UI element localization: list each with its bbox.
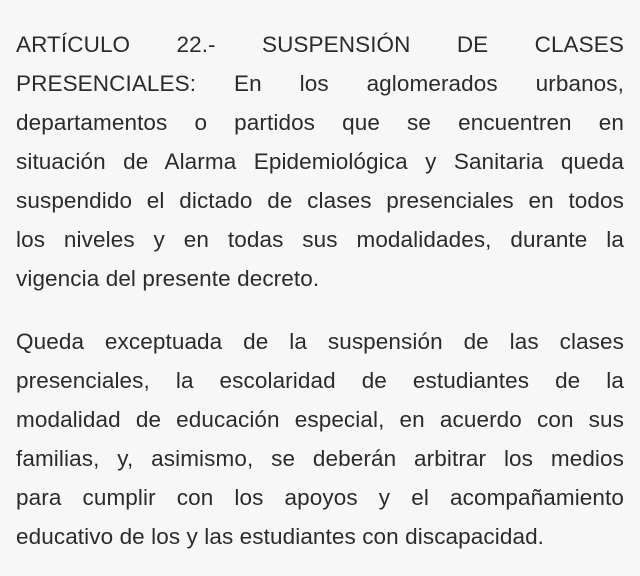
text-line: educativo de los y las estudiantes con discapacidad. <box>16 524 545 549</box>
text-line: familias, y, asimismo, se deberán arbitrar los medios <box>16 446 624 471</box>
text-line: los niveles y en todas sus modalidades, durante la <box>16 227 624 252</box>
text-line: Queda exceptuada de la suspensión de las clases <box>16 329 624 354</box>
text-line: suspendido el dictado de clases presenciales en todos <box>16 188 624 213</box>
text-line: modalidad de educación especial, en acuerdo con sus <box>16 407 624 432</box>
paragraph-spacer <box>16 298 624 322</box>
article-paragraph <box>16 25 624 298</box>
exception-paragraph <box>16 322 624 556</box>
text-line: vigencia del presente decreto. <box>16 266 320 291</box>
text-line: departamentos o partidos que se encuentren en <box>16 110 624 135</box>
text-line: para cumplir con los apoyos y el acompañamiento <box>16 485 624 510</box>
text-line: ARTÍCULO 22.- SUSPENSIÓN DE CLASES <box>16 32 624 57</box>
text-line: situación de Alarma Epidemiológica y Sanitaria queda <box>16 149 624 174</box>
text-line: PRESENCIALES: En los aglomerados urbanos, <box>16 71 624 96</box>
text-line: presenciales, la escolaridad de estudiantes de la <box>16 368 624 393</box>
